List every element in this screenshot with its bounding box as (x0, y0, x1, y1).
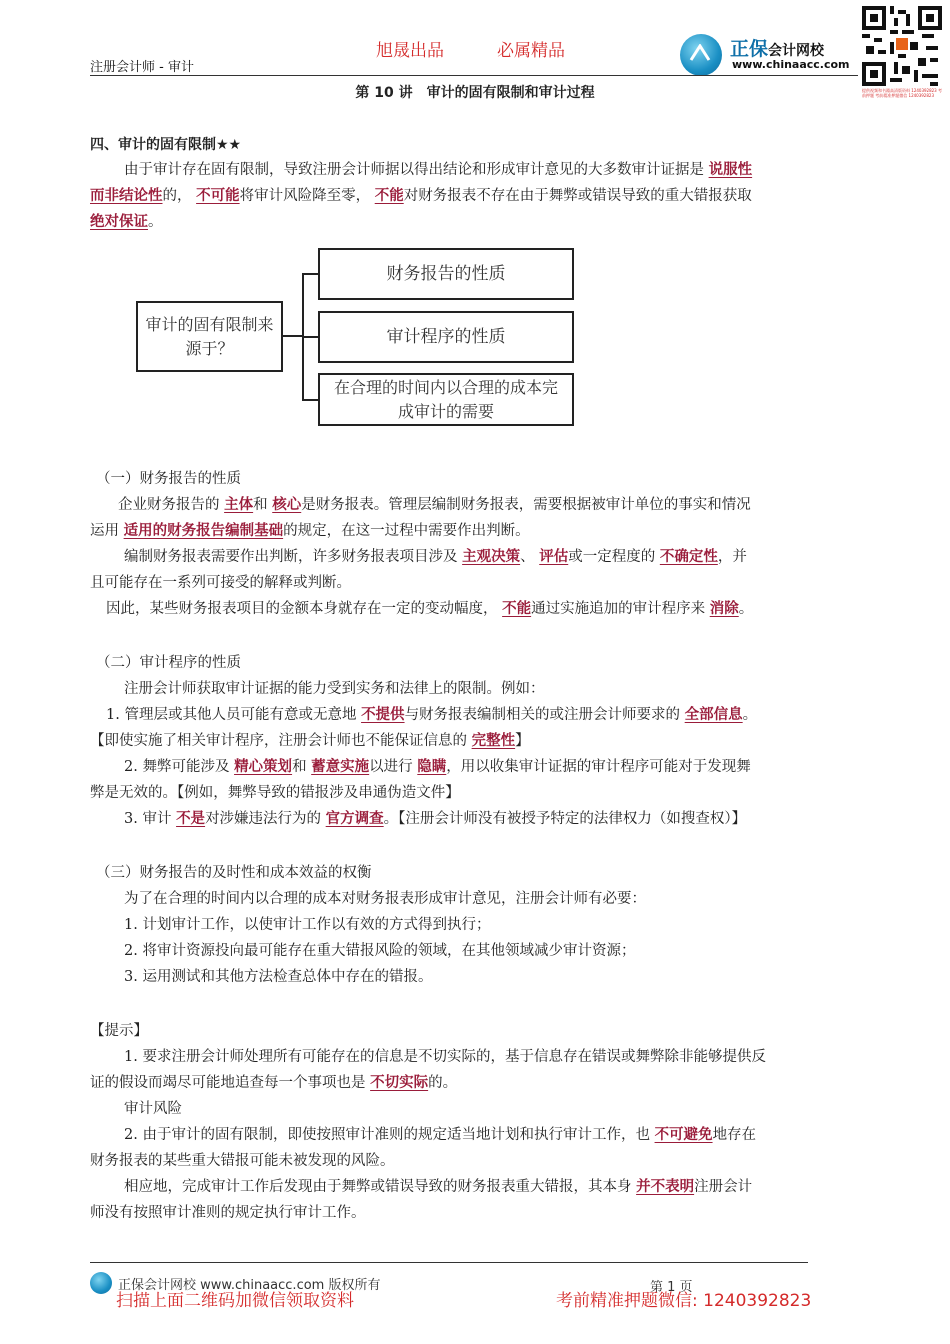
keyword: 主体 (224, 496, 254, 513)
page-number: 第 1 页 (650, 1280, 693, 1295)
text: 或一定程度的 (568, 549, 660, 565)
lecture-title: 第 10 讲 审计的固有限制和审计过程 (355, 85, 595, 101)
text: 的， (162, 188, 197, 204)
text: 3. 审计 (124, 811, 177, 827)
text: 注册会计师获取审计证据的能力受到实务和法律上的限制。例如： (124, 681, 545, 697)
text: 。 (738, 601, 754, 617)
keyword: 完整性 (471, 732, 516, 749)
text: 1. 要求注册会计师处理所有可能存在的信息是不切实际的，基于信息存在错误或舞弊除非能够提供反 (124, 1049, 766, 1065)
diagram-node-financial-reporting (318, 248, 574, 300)
part1-paragraphs (90, 492, 862, 622)
text: 的规定，在这一过程中需要作出判断。 (283, 523, 530, 539)
subsection-heading: （三）财务报告的及时性和成本效益的权衡 (96, 865, 372, 881)
keyword: 不提供 (361, 706, 405, 723)
keyword: 不切实际 (370, 1074, 429, 1091)
text: 企业财务报告的 (118, 497, 225, 513)
keyword: 全部信息 (684, 706, 743, 723)
text: 运用 (90, 523, 124, 539)
subsection-heading: （二）审计程序的性质 (96, 655, 241, 671)
list-item: 3. 运用测试和其他方法检查总体中存在的错报。 (124, 969, 433, 985)
node-line-1: 在合理的时间内以合理的成本完 (333, 377, 558, 397)
text: 是财务报表。管理层编制财务报表，需要根据被审计单位的事实和情况 (301, 497, 751, 513)
node-line-2: 成审计的需要 (397, 401, 494, 421)
header-promo-right: 必属精品 (497, 41, 565, 61)
keyword: 并不表明 (636, 1178, 695, 1195)
text: 对财务报表不存在由于舞弊或错误导致的重大错报获取 (403, 188, 752, 204)
text: 。【注册会计师没有被授予特定的法律权力（如搜查权）】 (383, 811, 747, 827)
footer-promo-right: 考前精准押题微信: 1240392823 (556, 1291, 812, 1311)
header-promo-left: 旭晟出品 (376, 41, 444, 61)
logo-sub: 会计网校 (768, 43, 825, 59)
keyword: 而非结论性 (90, 187, 163, 204)
connector-line (283, 335, 303, 337)
text: 将审计风险降至零， (239, 188, 375, 204)
keyword: 评估 (539, 548, 569, 565)
keyword: 绝对保证 (90, 213, 148, 230)
footer-copyright: 正保会计网校 www.chinaacc.com 版权所有 (118, 1278, 381, 1293)
keyword: 不可避免 (654, 1126, 713, 1143)
part2-paragraphs (90, 676, 870, 832)
logo-text (730, 34, 824, 61)
keyword: 不能 (374, 187, 404, 204)
connector-line (302, 273, 318, 275)
diagram-node-timeliness (318, 373, 574, 426)
logo-name: 正保 (730, 38, 769, 60)
text: 与财务报表编制相关的或注册会计师要求的 (404, 707, 685, 723)
text: 对涉嫌违法行为的 (205, 811, 326, 827)
text: 的。 (428, 1075, 458, 1091)
text: 师没有按照审计准则的规定执行审计工作。 (90, 1205, 366, 1221)
subsection-heading: （一）财务报告的性质 (96, 471, 241, 487)
part3-paragraphs (124, 886, 864, 990)
text: 由于审计存在固有限制，导致注册会计师据以得出结论和形成审计意见的大多数审计证据是 (124, 162, 709, 178)
keyword: 不确定性 (659, 548, 718, 565)
keyword: 适用的财务报告编制基础 (123, 522, 284, 539)
keyword: 不可能 (196, 187, 240, 204)
text: 、 (520, 549, 540, 565)
text: 。 (742, 707, 758, 723)
section-heading: 四、审计的固有限制★★ (90, 137, 242, 153)
connector-line (302, 336, 318, 338)
tips-heading: 【提示】 (90, 1023, 148, 1039)
qr-code-icon (862, 6, 942, 86)
text: 证的假设而竭尽可能地追查每一个事项也是 (90, 1075, 371, 1091)
text: 和 (253, 497, 273, 513)
keyword: 不能 (502, 600, 532, 617)
diagram-node-audit-procedures (318, 311, 574, 363)
keyword: 说服性 (708, 161, 753, 178)
text: ，用以收集审计证据的审计程序可能对于发现舞 (446, 759, 751, 775)
connector-line (302, 399, 318, 401)
chinaacc-logo-icon (680, 34, 722, 76)
keyword: 精心策划 (234, 758, 293, 775)
node-label: 审计程序的性质 (386, 327, 506, 347)
text: 地存在 (712, 1127, 757, 1143)
text: 【即使实施了相关审计程序，注册会计师也不能保证信息的 (90, 733, 472, 749)
text: ，并 (717, 549, 747, 565)
text: 注册会计 (694, 1179, 753, 1195)
footer-promo-left: 扫描上面二维码加微信领取资料 (116, 1291, 354, 1311)
chinaacc-logo-icon (90, 1272, 112, 1294)
keyword: 主观决策 (462, 548, 521, 565)
text: 2. 舞弊可能涉及 (124, 759, 235, 775)
tips-paragraphs (90, 1044, 862, 1226)
list-item: 2. 将审计资源投向最可能存在重大错报风险的领域，在其他领域减少审计资源； (124, 943, 636, 959)
footer-divider (90, 1262, 808, 1263)
text: 相应地，完成审计工作后发现由于舞弊或错误导致的财务报表重大错报，其本身 (124, 1179, 637, 1195)
text: 财务报表的某些重大错报可能未被发现的风险。 (90, 1153, 395, 1169)
text: 】 (515, 733, 530, 749)
keyword: 消除 (709, 600, 739, 617)
text: 和 (292, 759, 312, 775)
qr-caption: 提供视频和书籍高清版资料 1240392823 考前押题 考前精准押题微信 1240392823 (862, 88, 942, 98)
text: 以进行 (369, 759, 418, 775)
root-line-2: 源于？ (185, 338, 234, 358)
section-intro-paragraph (90, 157, 862, 235)
keyword: 官方调查 (325, 810, 384, 827)
text: 且可能存在一系列可接受的解释或判断。 (90, 575, 351, 591)
text: 1. 管理层或其他人员可能有意或无意地 (106, 707, 362, 723)
text: 为了在合理的时间内以合理的成本对财务报表形成审计意见，注册会计师有必要： (124, 891, 646, 907)
keyword: 蓄意实施 (311, 758, 370, 775)
text: 审计风险 (124, 1101, 182, 1117)
text: 因此，某些财务报表项目的金额本身就存在一定的变动幅度， (106, 601, 503, 617)
diagram-root-node (136, 301, 283, 372)
text: 弊是无效的。【例如，舞弊导致的错报涉及串通伪造文件】 (90, 785, 460, 801)
logo-url: www.chinaacc.com (732, 58, 850, 71)
list-item: 1. 计划审计工作，以使审计工作以有效的方式得到执行； (124, 917, 491, 933)
header-divider (90, 75, 858, 76)
node-label: 财务报告的性质 (386, 264, 506, 284)
keyword: 核心 (272, 496, 302, 513)
keyword: 不是 (176, 810, 206, 827)
header-course: 注册会计师 - 审计 (90, 60, 194, 75)
text: 2. 由于审计的固有限制，即使按照审计准则的规定适当地计划和执行审计工作，也 (124, 1127, 655, 1143)
keyword: 隐瞒 (417, 758, 447, 775)
text: 通过实施追加的审计程序来 (531, 601, 710, 617)
root-line-1: 审计的固有限制来 (145, 314, 274, 334)
text: 。 (148, 214, 163, 230)
text: 编制财务报表需要作出判断，许多财务报表项目涉及 (124, 549, 463, 565)
